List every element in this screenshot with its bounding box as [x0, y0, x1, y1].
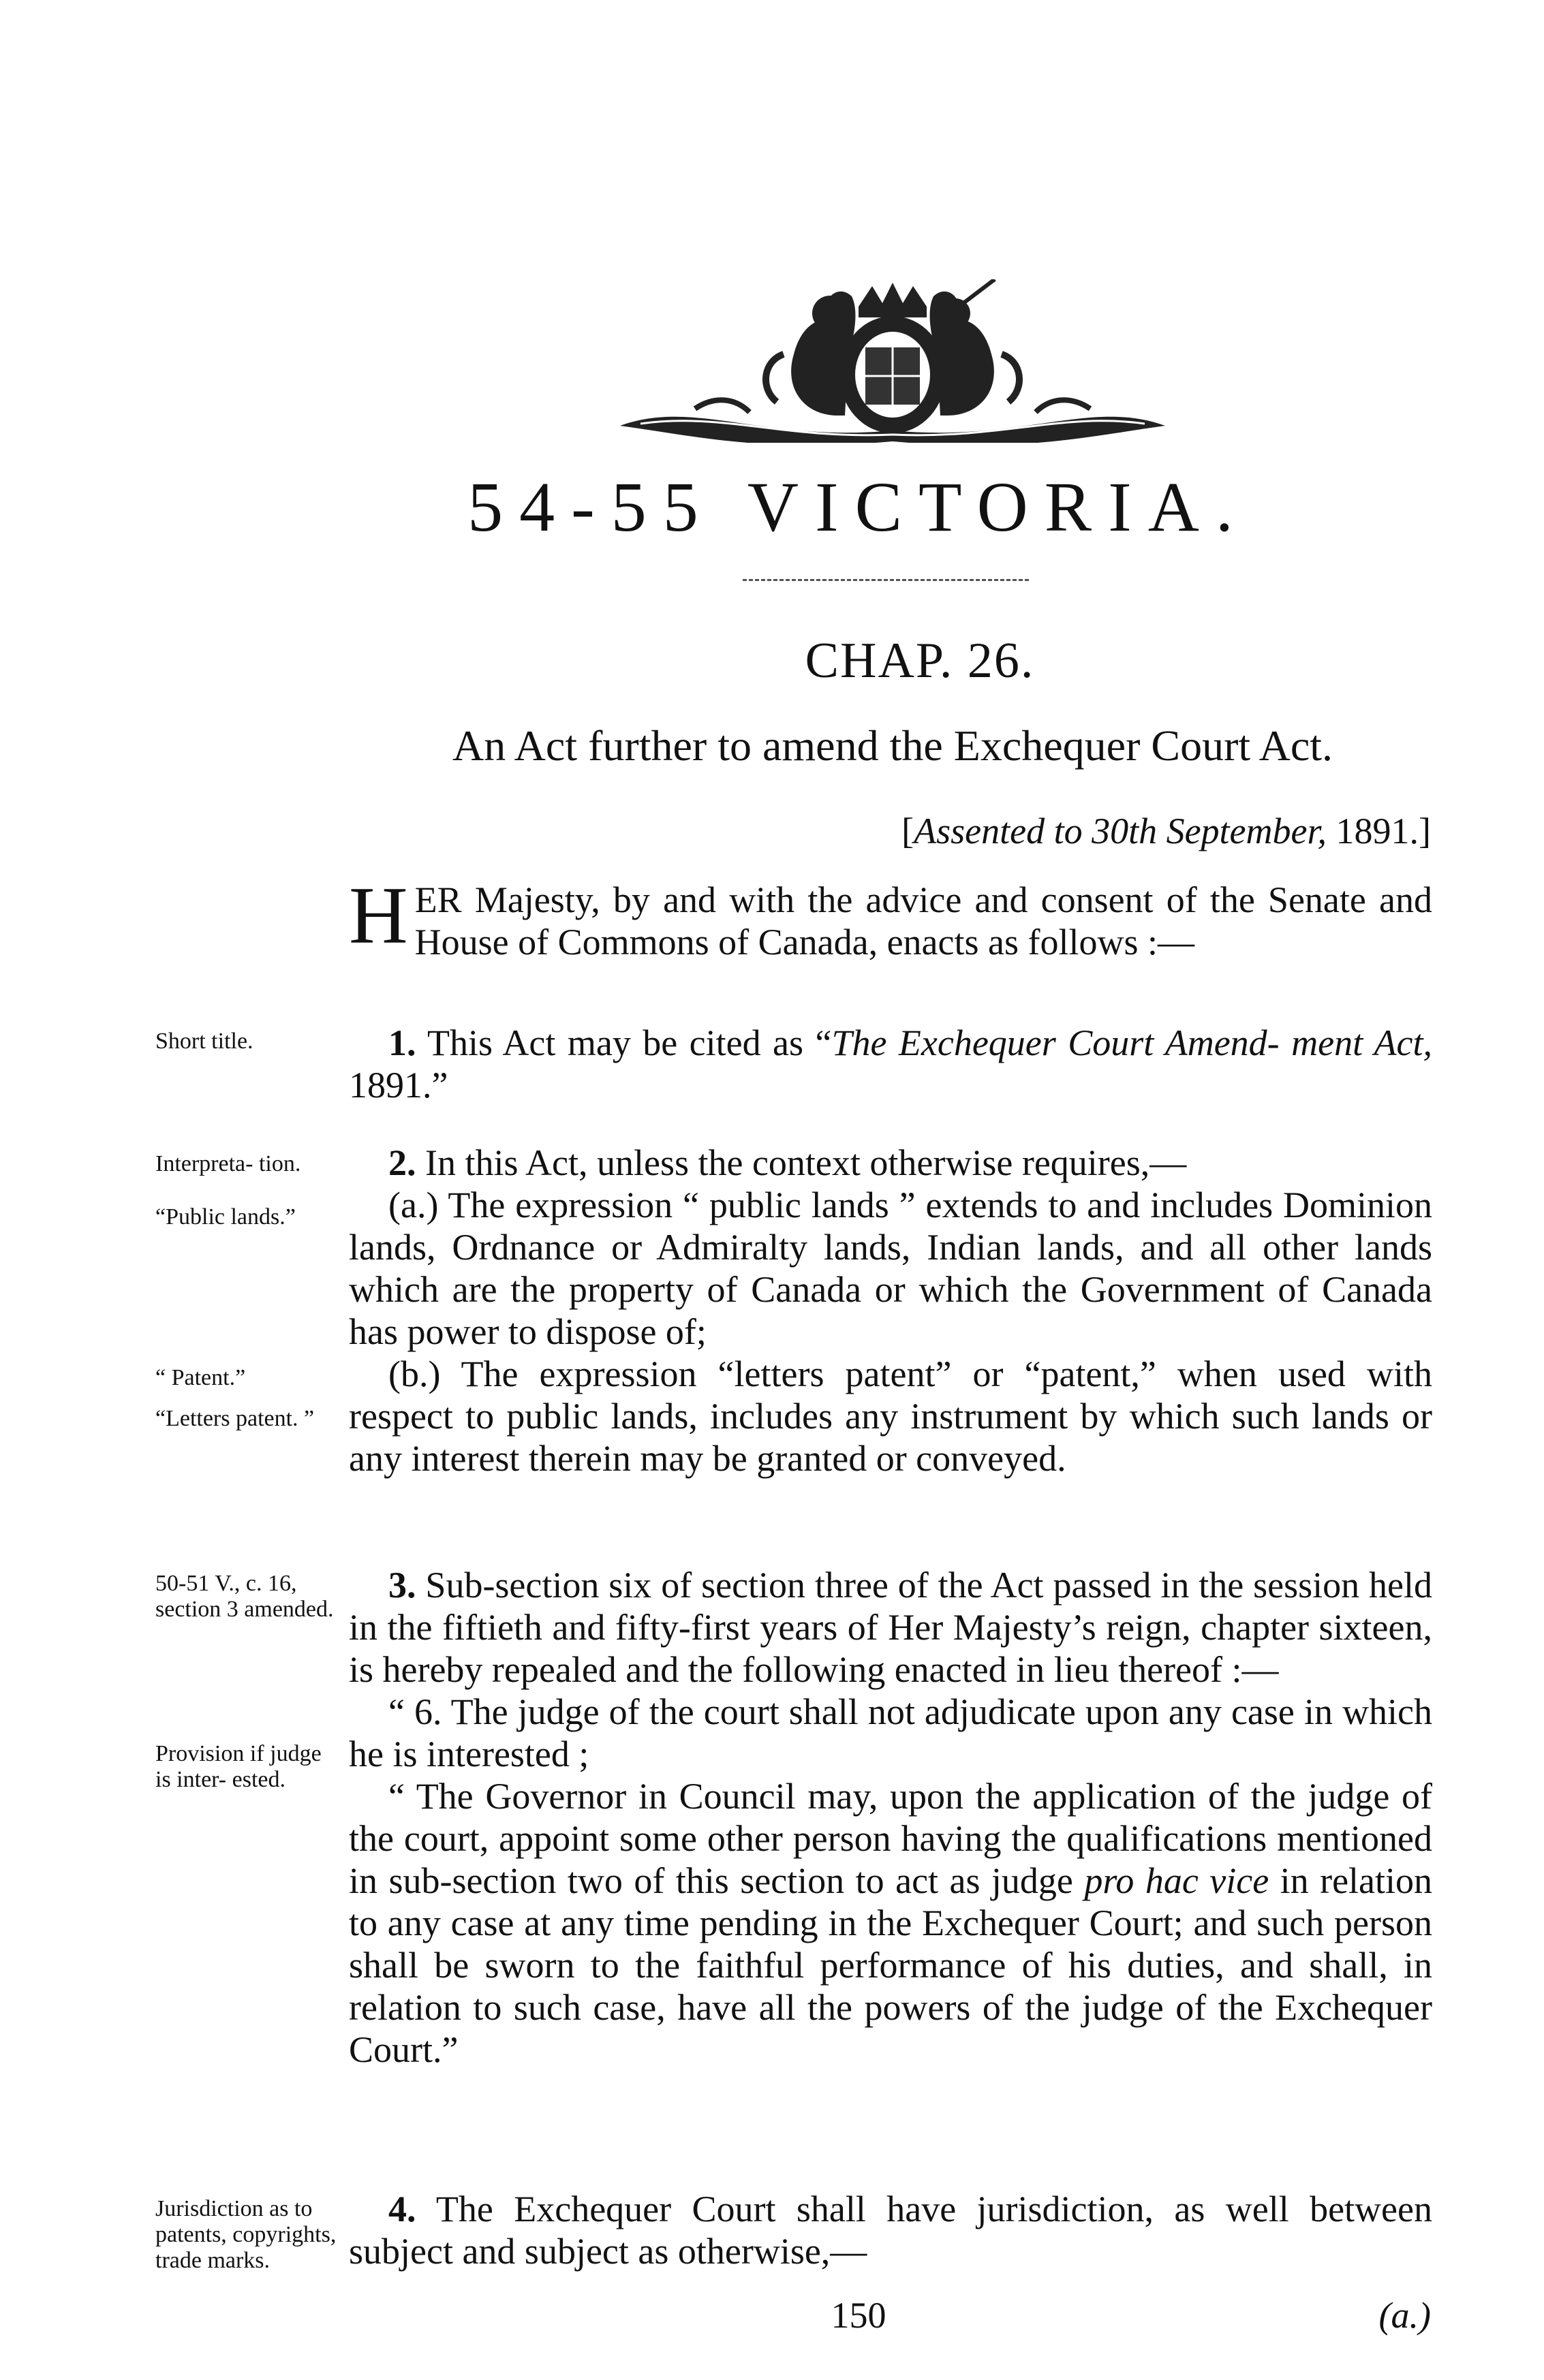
section-2-text: In this Act, unless the context otherwise requires,— — [425, 1142, 1187, 1183]
section-1-pre: This Act may be cited as “ — [427, 1022, 832, 1063]
margin-note-section-amended: 50-51 V., c. 16, section 3 amended. — [155, 1571, 334, 1622]
section-1-post: 1891.” — [349, 1065, 448, 1106]
section-4-text: The Exchequer Court shall have jurisdiction, as well between subject and subject as otherwise,— — [349, 2189, 1432, 2272]
page-title: 54-55 VICTORIA. — [467, 468, 1250, 546]
latin-phrase: pro hac vice — [1084, 1860, 1269, 1901]
chapter-heading: CHAP. 26. — [805, 633, 1035, 689]
margin-note-patent: “ Patent.” — [155, 1365, 246, 1390]
preamble — [349, 870, 1432, 963]
quoted-paragraph-post: in relation to any case at any time pending in the Exchequer Court; and such person shall be sworn to the faithful performance of his duties, and shall, in relation to such case, have all the powers of the judge of the Exchequer Court.” — [349, 1860, 1433, 2070]
margin-note-public-lands: “Public lands.” — [155, 1204, 296, 1230]
title-divider — [743, 579, 1029, 581]
margin-note-short-title: Short title. — [155, 1029, 253, 1054]
preamble-text: ER Majesty, by and with the advice and consent of the Senate and House of Commons of Canada, enacts as follows :— — [414, 879, 1432, 962]
catchword: (a.) — [1378, 2295, 1431, 2336]
clause-2b: (b.) The expression “letters patent” or “patent,” when used with respect to public lands, includes any instrument by which such lands or any interest therein may be granted or conveyed. — [349, 1353, 1432, 1479]
section-3 — [349, 1564, 1432, 2071]
margin-note-letters-patent: “Letters patent. ” — [155, 1406, 315, 1431]
assent-italic: Assented to 30th September, — [914, 811, 1327, 851]
section-number: 2. — [388, 1142, 416, 1183]
section-4 — [349, 2188, 1432, 2272]
short-title-italic: The Exchequer Court Amend- ment Act, — [831, 1022, 1433, 1063]
page-number: 150 — [831, 2295, 886, 2336]
section-3-text: Sub-section six of section three of the Act passed in the session held in the fiftieth and fifty-first years of Her Majesty’s reign, chapter sixteen, is hereby repealed and the following enacted in lieu thereof :— — [349, 1565, 1432, 1690]
section-number: 3. — [388, 1565, 416, 1606]
margin-note-provision-judge: Provision if judge is inter- ested. — [155, 1741, 322, 1792]
assent-date: [Assented to 30th September, 1891.] — [901, 811, 1431, 851]
quoted-subsection-6: “ 6. The judge of the court shall not adjudicate upon any case in which he is interested ; — [349, 1691, 1432, 1774]
section-1 — [349, 1022, 1432, 1106]
section-number: 4. — [388, 2189, 416, 2229]
assent-year: 1891. — [1335, 811, 1419, 851]
quoted-paragraph-pre: “ The Governor in Council may, upon the application of the judge of the court, appoint some other person having the qualifications mentioned in sub-section two of this section to act as judge — [349, 1776, 1432, 1901]
margin-note-jurisdiction: Jurisdiction as to patents, copyrights, trade marks. — [155, 2196, 337, 2273]
section-number: 1. — [388, 1022, 416, 1063]
margin-note-interpretation: Interpreta- tion. — [155, 1151, 301, 1176]
section-2 — [349, 1142, 1432, 1479]
act-title: An Act further to amend the Exchequer Court Act. — [452, 721, 1333, 770]
royal-coat-of-arms-icon — [613, 279, 1172, 443]
clause-2a: (a.) The expression “ public lands ” extends to and includes Dominion lands, Ordnance or Admiralty lands, Indian lands, and all other lands which are the property of Canada or which the Government of Canada has power to dispose of; — [349, 1185, 1432, 1352]
drop-cap: H — [349, 870, 408, 960]
